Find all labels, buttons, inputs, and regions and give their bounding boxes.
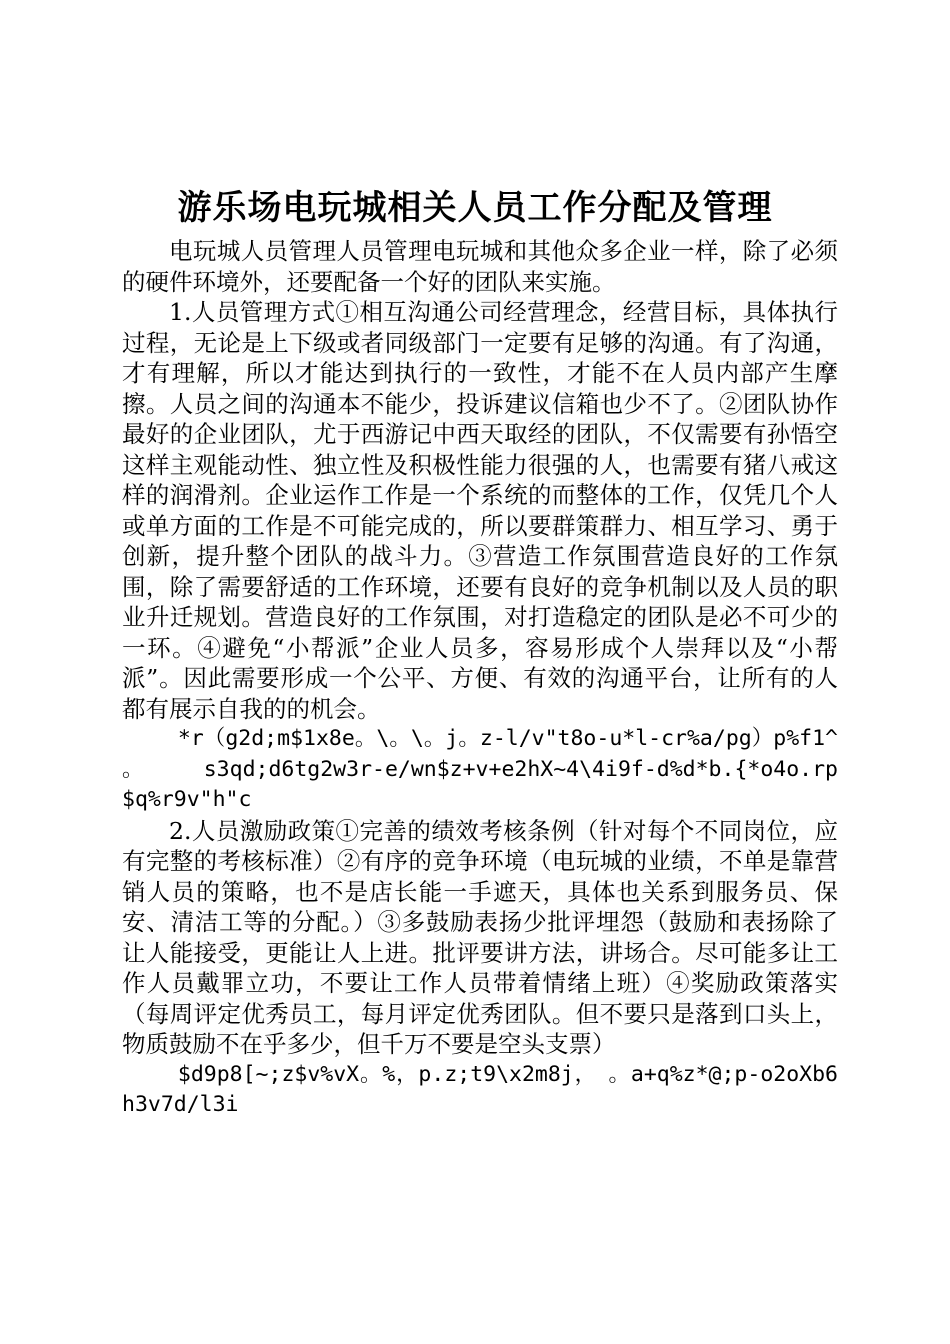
document-body xyxy=(122,236,882,1121)
garbled-text-2: $d9p8[~;z$v%vX。%，p.z;t9\x2m8j， 。a+q%z*@;p-o2oXb6h3v7d/l3i xyxy=(122,1061,838,1117)
section-1-paragraph: 1.人员管理方式①相互沟通公司经营理念，经营目标，具体执行过程，无论是上下级或者同级部门一定要有足够的沟通。有了沟通，才有理解，所以才能达到执行的一致性，才能不在人员内部产生摩擦。人员之间的沟通本不能少，投诉建议信箱也少不了。②团队协作最好的企业团队，尤于西游记中西天取经的团队，不仅需要有孙悟空这样主观能动性、独立性及积极性能力很强的人，也需要有猪八戒这样的润滑剂。企业运作工作是一个系统的而整体的工作，仅凭几个人或单方面的工作是不可能完成的，所以要群策群力、相互学习、勇于创新，提升整个团队的战斗力。③营造工作氛围营造良好的工作氛围，除了需要舒适的工作环境，还要有良好的竞争机制以及人员的职业升迁规划。营造良好的工作氛围，对打造稳定的团队是必不可少的一环。④避免“小帮派”企业人员多，容易形成个人崇拜以及“小帮派”。因此需要形成一个公平、方便、有效的沟通平台，让所有的人都有展示自我的的机会。 xyxy=(122,298,838,723)
intro-paragraph: 电玩城人员管理人员管理电玩城和其他众多企业一样，除了必须的硬件环境外，还要配备一个好的团队来实施。 xyxy=(122,237,838,296)
section-2-paragraph: 2.人员激励政策①完善的绩效考核条例（针对每个不同岗位，应有完整的考核标准）②有序的竞争环境（电玩城的业绩，不单是靠营销人员的策略，也不是店长能一手遮天，具体也关系到服务员、保安、清洁工等的分配。）③多鼓励表扬少批评埋怨（鼓励和表扬除了让人能接受，更能让人上进。批评要讲方法，讲场合。尽可能多让工作人员戴罪立功，不要让工作人员带着情绪上班）④奖励政策落实（每周评定优秀员工，每月评定优秀团队。但不要只是落到口头上，物质鼓励不在乎多少，但千万不要是空头支票） xyxy=(122,816,838,1058)
document-title: 游乐场电玩城相关人员工作分配及管理 xyxy=(177,188,773,228)
garbled-text-1: *r（g2d;m$1x8e。\。\。j。z-l/v"t8o-u*l-cr%a/pg）p%f1^ 。 s3qd;d6tg2w3r-e/wn$z+v+e2hX~4\4i9f-d%d*b.{*o4o.rp$q%r9v"h"c xyxy=(122,726,882,812)
